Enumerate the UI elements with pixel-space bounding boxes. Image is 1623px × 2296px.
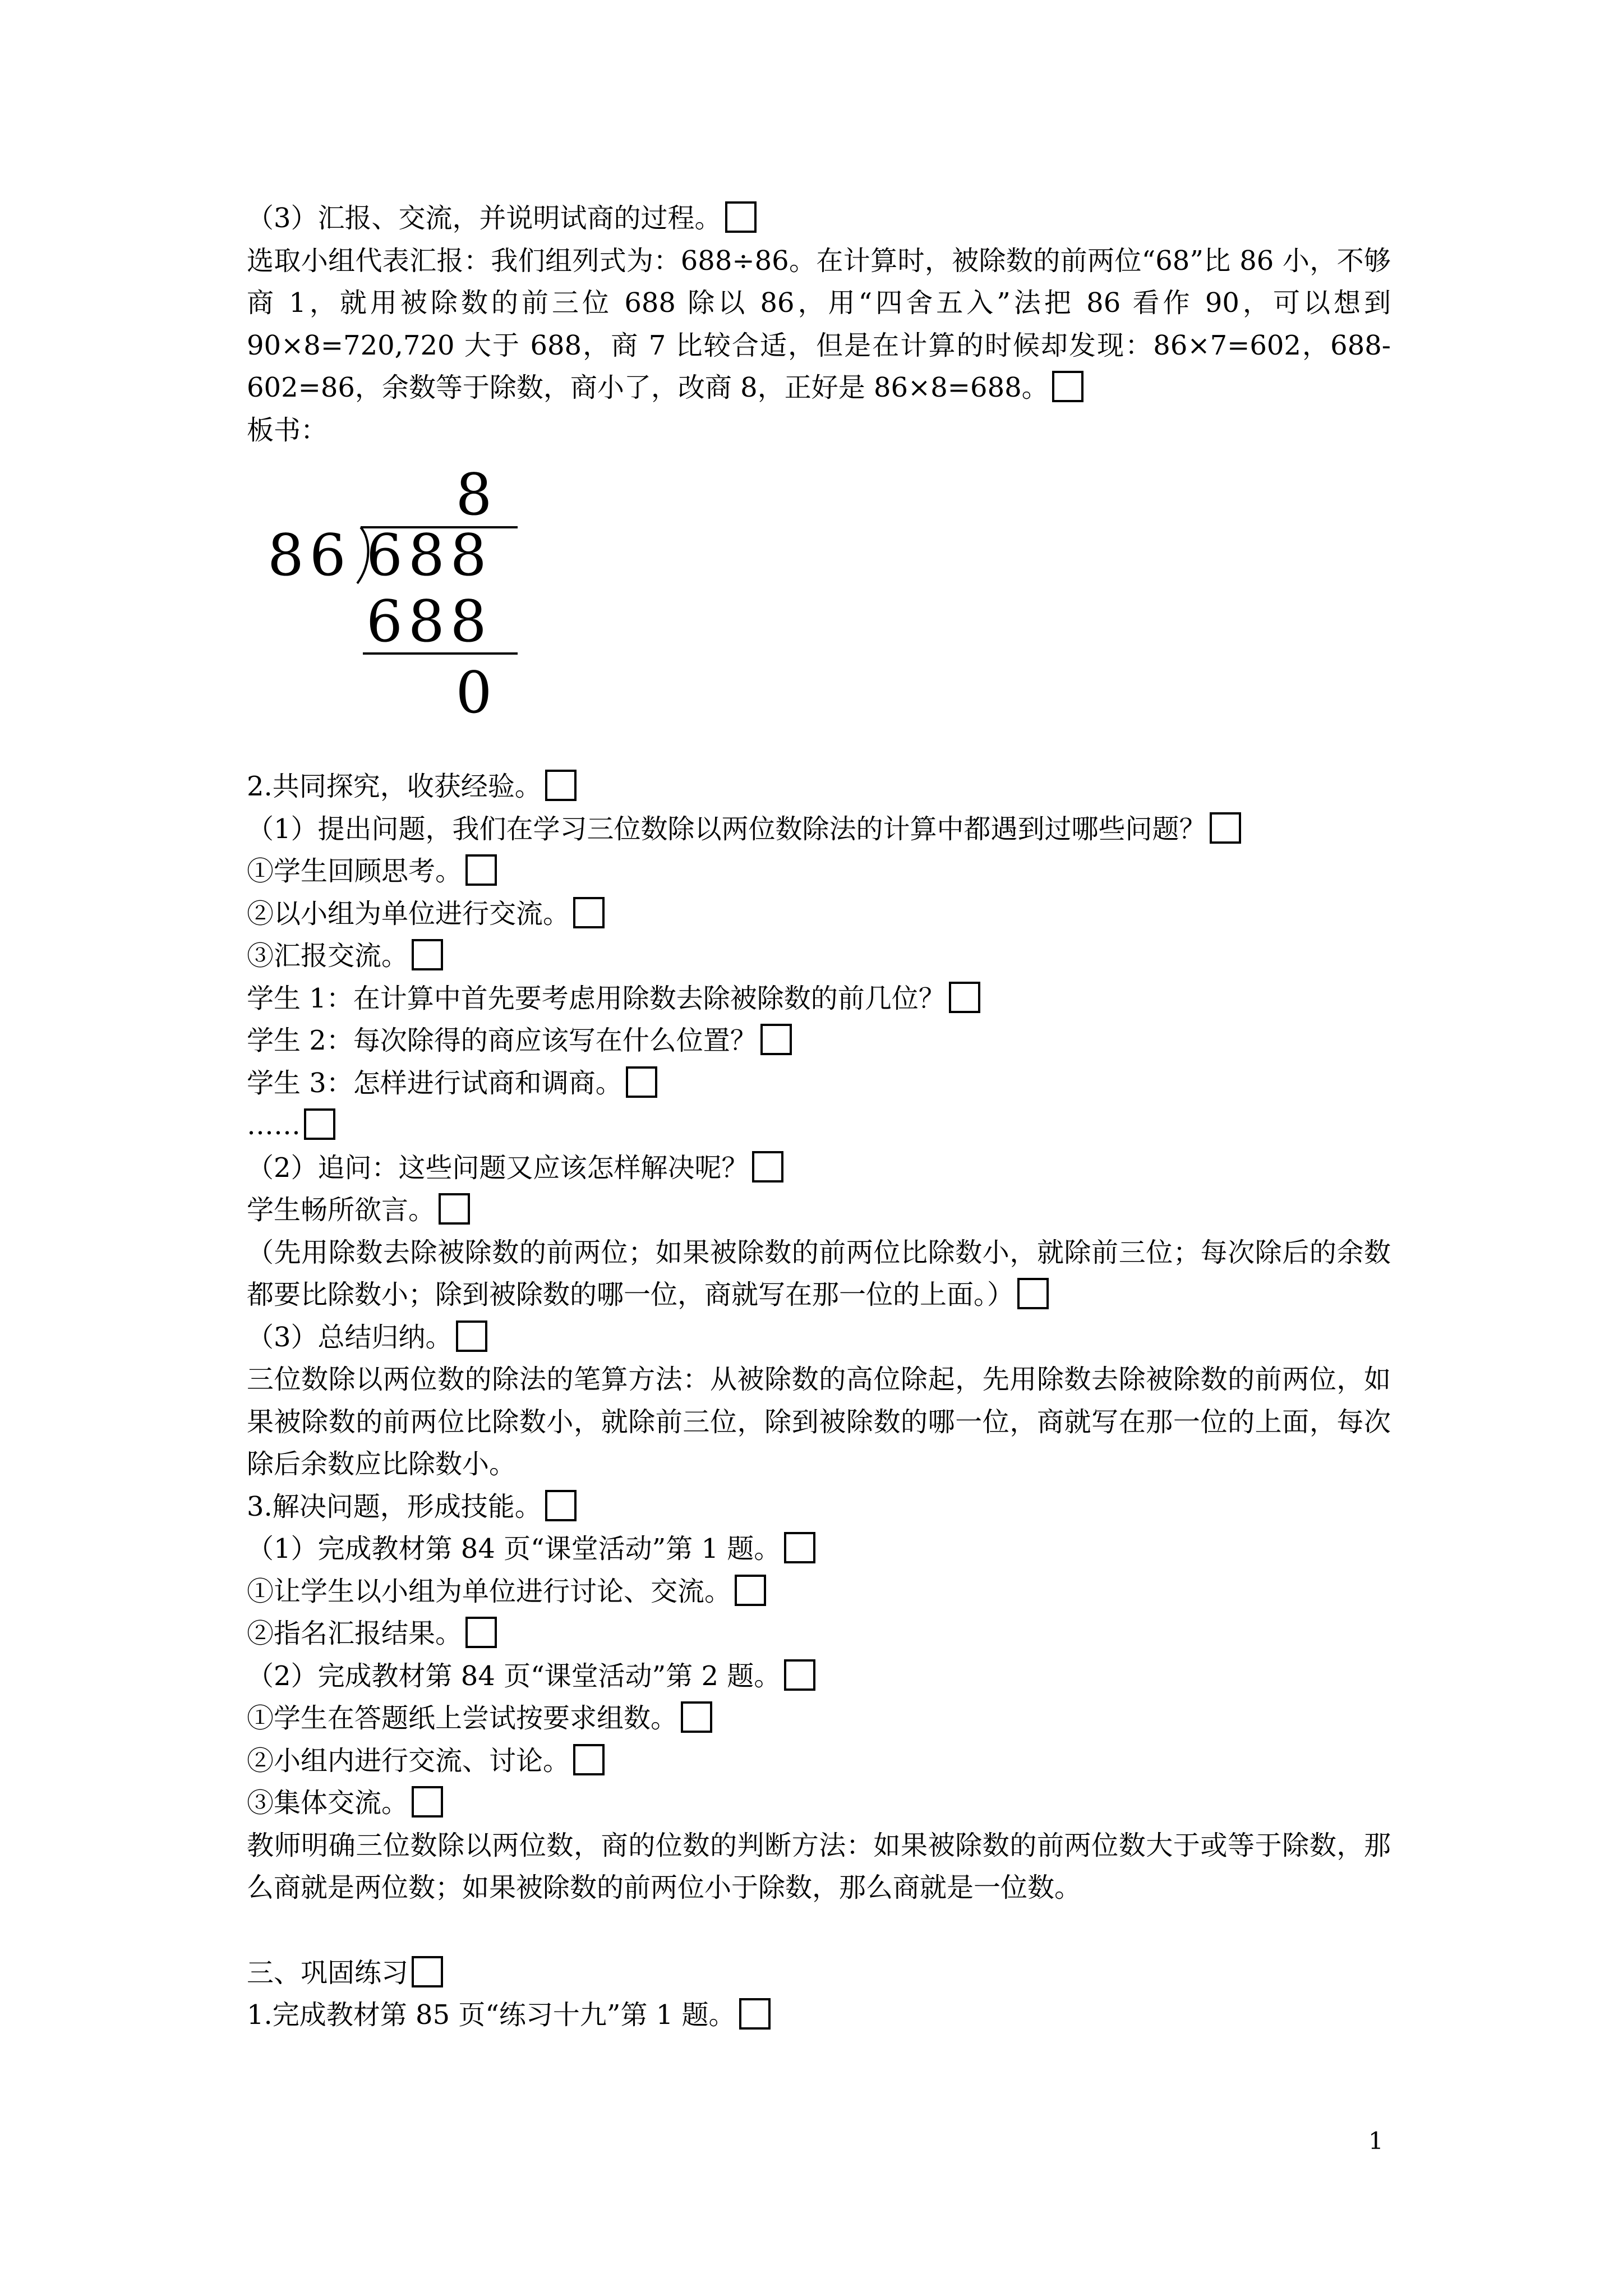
long-division-figure — [261, 462, 552, 749]
report-text: 选取小组代表汇报：我们组列式为：688÷86。在计算时，被除数的前两位“68”比 86 小，不够商 1，就用被除数的前三位 688 除以 86，用“四舍五入”法把 86 看作 90，可以想到 90×8=720,720 大于 688，商 7 比较合适，但是在计算的时候却发现：86×7=602，688-602=86，余数等于除数，商小了，改商 8，正好是 86×8=688。 — [247, 245, 1391, 403]
checkbox[interactable] — [735, 1575, 766, 1606]
divisor: 86 — [268, 522, 352, 589]
spacer — [247, 1910, 1391, 1952]
step-line: ②以小组为单位进行交流。 — [247, 893, 1391, 936]
checkbox[interactable] — [545, 770, 577, 801]
checkbox[interactable] — [304, 1108, 335, 1140]
step-line: ③集体交流。 — [247, 1782, 1391, 1825]
report-paragraph — [247, 240, 1391, 409]
checkbox[interactable] — [456, 1320, 487, 1352]
checkbox[interactable] — [1017, 1278, 1049, 1309]
checkbox[interactable] — [949, 982, 980, 1013]
product: 688 — [366, 588, 492, 655]
student-line: 学生 2：每次除得的商应该写在什么位置？ — [247, 1020, 1391, 1062]
student-line: 学生 1：在计算中首先要考虑用除数去除被除数的前几位？ — [247, 978, 1391, 1020]
quotient: 8 — [455, 462, 498, 528]
checkbox[interactable] — [725, 201, 757, 233]
page-number: 1 — [1368, 2127, 1384, 2155]
step-line: ②指名汇报结果。 — [247, 1613, 1391, 1655]
student-line: 学生 3：怎样进行试商和调商。 — [247, 1062, 1391, 1105]
board-label: 板书： — [247, 414, 328, 446]
remainder: 0 — [455, 660, 498, 726]
document-body — [247, 197, 1391, 2037]
paren-paragraph: （先用除数去除被除数的前两位；如果被除数的前两位比除数小，就除前三位；每次除后的余数都要比除数小；除到被除数的哪一位，商就写在那一位的上面。） — [247, 1236, 1391, 1310]
step-line: ①学生回顾思考。 — [247, 850, 1391, 893]
checkbox[interactable] — [784, 1532, 815, 1563]
checkbox[interactable] — [784, 1659, 815, 1691]
checkbox[interactable] — [573, 1744, 605, 1775]
part-title: 三、巩固练习 — [247, 1952, 1391, 1995]
step-line: ③汇报交流。 — [247, 935, 1391, 978]
question-line: （1）提出问题，我们在学习三位数除以两位数除法的计算中都遇到过哪些问题？ — [247, 808, 1391, 851]
summary-paragraph: 三位数除以两位数的除法的笔算方法：从被除数的高位除起，先用除数去除被除数的前两位，如果被除数的前两位比除数小，就除前三位，除到被除数的哪一位，商就写在那一位的上面，每次除后余数应比除数小。 — [247, 1364, 1391, 1480]
checkbox[interactable] — [1210, 812, 1241, 844]
section-title: 3.解决问题，形成技能。 — [247, 1486, 1391, 1529]
checkbox[interactable] — [752, 1151, 783, 1182]
step-heading: （3）汇报、交流，并说明试商的过程。 — [247, 203, 722, 234]
question-line: （2）追问：这些问题又应该怎样解决呢？ — [247, 1147, 1391, 1190]
activity-line: （1）完成教材第 84 页“课堂活动”第 1 题。 — [247, 1528, 1391, 1571]
ellipsis-line: …… — [247, 1105, 1391, 1147]
activity-line: （2）完成教材第 84 页“课堂活动”第 2 题。 — [247, 1655, 1391, 1698]
teacher-paragraph: 教师明确三位数除以两位数，商的位数的判断方法：如果被除数的前两位数大于或等于除数，那么商就是两位数；如果被除数的前两位小于除数，那么商就是一位数。 — [247, 1829, 1391, 1903]
checkbox[interactable] — [626, 1066, 657, 1098]
checkbox[interactable] — [760, 1024, 792, 1055]
checkbox[interactable] — [465, 1617, 497, 1648]
checkbox[interactable] — [545, 1490, 577, 1521]
checkbox[interactable] — [1052, 371, 1083, 402]
text-line — [247, 197, 1391, 240]
section-title: 2.共同探究，收获经验。 — [247, 766, 1391, 808]
step-line: ①让学生以小组为单位进行讨论、交流。 — [247, 1571, 1391, 1613]
exercise-line: 1.完成教材第 85 页“练习十九”第 1 题。 — [247, 1994, 1391, 2037]
checkbox[interactable] — [465, 854, 497, 886]
long-division — [261, 462, 552, 749]
dividend: 688 — [366, 522, 492, 589]
checkbox[interactable] — [573, 897, 605, 928]
checkbox[interactable] — [412, 1786, 443, 1818]
text-line: 学生畅所欲言。 — [247, 1189, 1391, 1232]
long-division-board — [247, 452, 1391, 766]
step-line: ②小组内进行交流、讨论。 — [247, 1740, 1391, 1783]
checkbox[interactable] — [412, 939, 443, 970]
question-line: （3）总结归纳。 — [247, 1317, 1391, 1359]
step-line: ①学生在答题纸上尝试按要求组数。 — [247, 1697, 1391, 1740]
checkbox[interactable] — [412, 1956, 443, 1987]
checkbox[interactable] — [439, 1193, 470, 1225]
checkbox[interactable] — [739, 1998, 771, 2030]
checkbox[interactable] — [681, 1701, 712, 1733]
